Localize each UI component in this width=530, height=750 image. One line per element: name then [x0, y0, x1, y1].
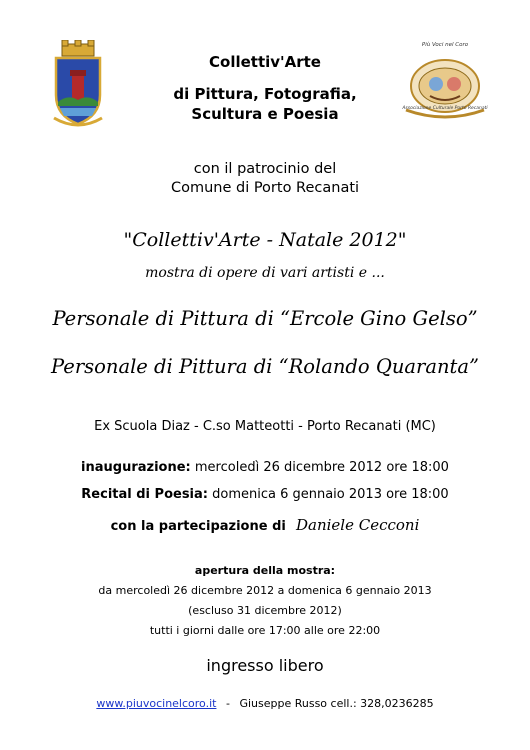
- opening-hours-heading: apertura della mostra:: [194, 564, 336, 577]
- opening-hours-dates: da mercoledì 26 dicembre 2012 a domenica 6 gennaio 2013: [98, 584, 432, 597]
- solo-exhibition-2: Personale di Pittura di “Rolando Quaranta”: [51, 355, 479, 378]
- recital-line: [0, 487, 530, 502]
- participation-label: con la partecipazione di: [110, 519, 286, 534]
- participation-line: [0, 516, 530, 534]
- footer-separator: -: [225, 697, 230, 710]
- opening-value: mercoledì 26 dicembre 2012 ore 18:00: [190, 460, 449, 475]
- venue: Ex Scuola Diaz - C.so Matteotti - Porto Recanati (MC): [94, 419, 436, 434]
- patronage-line-2: Comune di Porto Recanati: [170, 180, 360, 196]
- patronage-line-1: con il patrocinio del: [193, 161, 337, 177]
- solo-exhibition-1: Personale di Pittura di “Ercole Gino Gelso”: [52, 307, 478, 330]
- opening-label: inaugurazione:: [81, 460, 191, 475]
- opening-hours-exclusion: (escluso 31 dicembre 2012): [188, 604, 342, 617]
- header-subtitle-1: di Pittura, Fotografia,: [173, 85, 357, 103]
- footer: [0, 697, 530, 710]
- recital-label: Recital di Poesia:: [81, 487, 208, 502]
- logo-bottom-text: Associazione Culturale Porto Recanati: [402, 106, 488, 111]
- header-subtitle-2: Scultura e Poesia: [191, 105, 339, 123]
- logo-top-text: Più Voci nel Coro: [421, 42, 469, 48]
- event-subtitle: mostra di opere di vari artisti e ...: [145, 265, 385, 281]
- recital-value: domenica 6 gennaio 2013 ore 18:00: [207, 487, 449, 502]
- participant-name: Daniele Cecconi: [295, 516, 420, 534]
- opening-line: [0, 460, 530, 475]
- admission: ingresso libero: [206, 656, 324, 675]
- footer-contact: Giuseppe Russo cell.: 328,0236285: [239, 697, 434, 710]
- event-title: "Collettiv'Arte - Natale 2012": [123, 229, 407, 251]
- opening-hours-times: tutti i giorni dalle ore 17:00 alle ore 22:00: [149, 624, 381, 637]
- header-title: Collettiv'Arte: [209, 53, 321, 71]
- website-link[interactable]: www.piuvocinelcoro.it: [96, 697, 217, 710]
